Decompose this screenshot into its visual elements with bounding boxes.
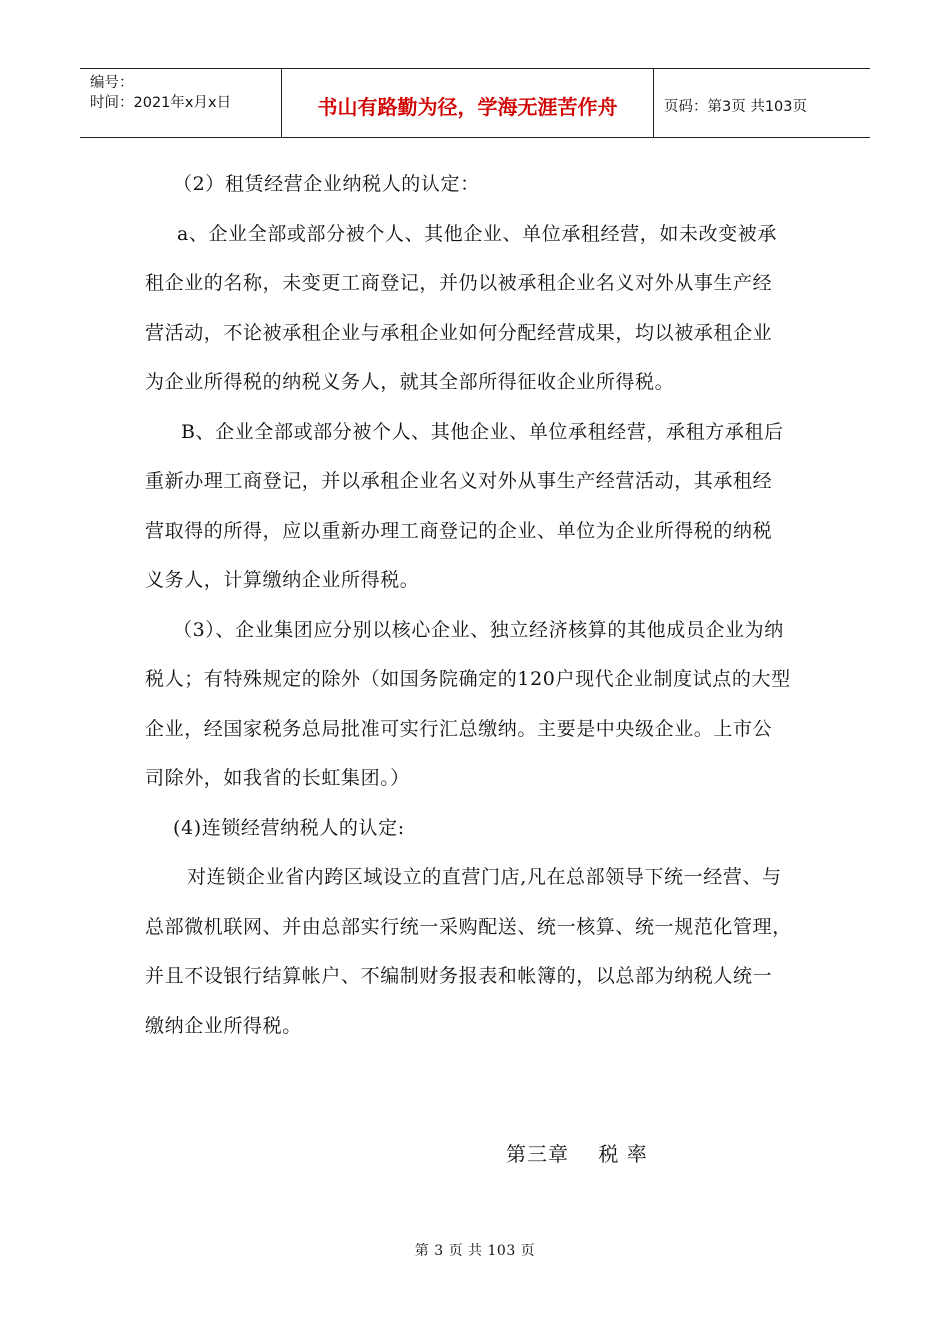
document-date-label: 时间：2021年x月x日 (90, 95, 232, 111)
header-meta-cell (80, 69, 282, 137)
paragraph-line: （2）租赁经营企业纳税人的认定： (173, 173, 480, 195)
paragraph-line: 企业，经国家税务总局批准可实行汇总缴纳。主要是中央级企业。上市公 (145, 717, 773, 740)
paragraph-line: 义务人，计算缴纳企业所得税。 (145, 569, 420, 591)
header-motto: 书山有路勤为径，学海无涯苦作舟 (282, 69, 654, 137)
paragraph-line: 并且不设银行结算帐户、不编制财务报表和帐簿的，以总部为纳税人统一 (145, 965, 773, 987)
document-body (145, 160, 815, 1051)
page-footer: 第 3 页 共 103 页 (414, 1243, 536, 1259)
paragraph-line: 重新办理工商登记，并以承租企业名义对外从事生产经营活动，其承租经 (145, 470, 773, 492)
paragraph-line: 司除外，如我省的长虹集团。） (145, 767, 410, 789)
paragraph-line: 对连锁企业省内跨区域设立的直营门店,凡在总部领导下统一经营、与 (187, 866, 782, 888)
header-page-info: 页码：第3页 共103页 (664, 98, 808, 115)
page-header (80, 68, 870, 138)
paragraph-line: 为企业所得税的纳税义务人，就其全部所得征收企业所得税。 (145, 371, 675, 393)
paragraph-line: (4)连锁经营纳税人的认定: (173, 816, 405, 839)
paragraph-line: 营取得的所得，应以重新办理工商登记的企业、单位为企业所得税的纳税 (145, 519, 773, 542)
paragraph-line: 总部微机联网、并由总部实行统一采购配送、统一核算、统一规范化管理， (145, 915, 792, 938)
paragraph-line: 缴纳企业所得税。 (145, 1014, 302, 1037)
paragraph-line: a、企业全部或部分被个人、其他企业、单位承租经营，如未改变被承 (177, 222, 777, 245)
document-number-label: 编号： (90, 75, 134, 91)
paragraph-line: 租企业的名称，未变更工商登记，并仍以被承租企业名义对外从事生产经 (145, 272, 773, 294)
chapter-heading: 第三章 税 率 (506, 1142, 648, 1166)
paragraph-line: （3）、企业集团应分别以核心企业、独立经济核算的其他成员企业为纳 (173, 618, 784, 641)
paragraph-line: 税人；有特殊规定的除外（如国务院确定的120户现代企业制度试点的大型 (145, 668, 791, 690)
paragraph-line: 营活动，不论被承租企业与承租企业如何分配经营成果，均以被承租企业 (145, 321, 773, 344)
paragraph-line: B、企业全部或部分被个人、其他企业、单位承租经营，承租方承租后 (181, 420, 784, 443)
